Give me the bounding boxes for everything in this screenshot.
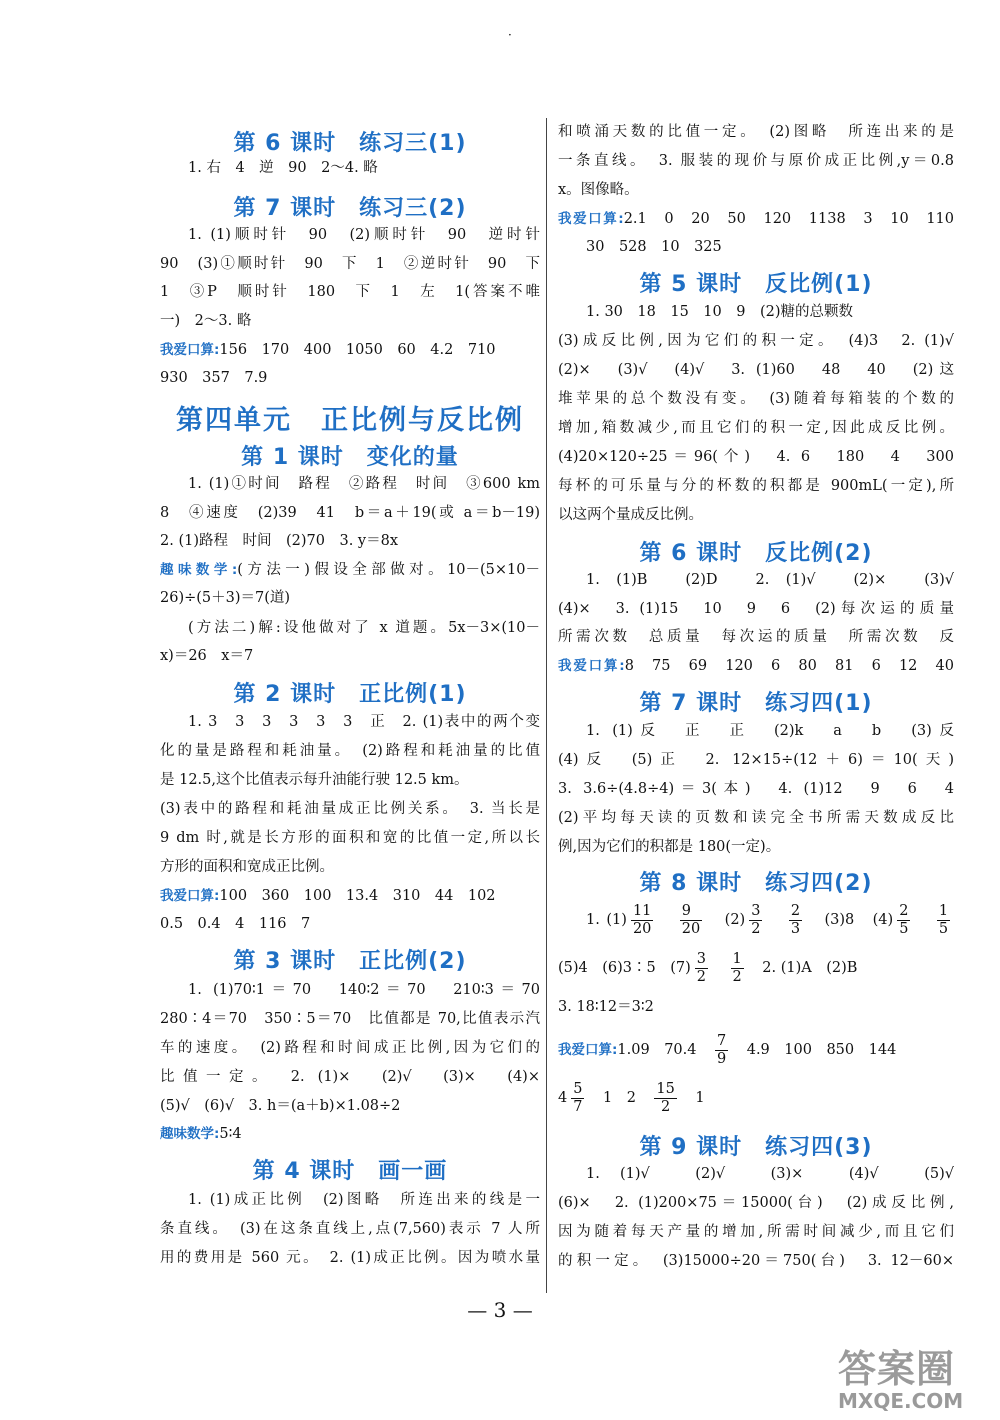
section-title: 第 8 课时 练习四(2) bbox=[639, 871, 873, 896]
answer-line: 1. (1)B (2)D 2. (1)√ (2)× (3)√ bbox=[586, 572, 954, 588]
denominator: 20 bbox=[632, 920, 652, 937]
section-title: 第 1 课时 变化的量 bbox=[241, 445, 459, 470]
oral-calc-label: 我爱口算: bbox=[558, 658, 625, 674]
answer-line: 一) 2～3. 略 bbox=[160, 313, 252, 329]
answer-line: 方形的面积和宽成正比例。 bbox=[160, 859, 334, 875]
oral-calc-values: 4.9 100 850 144 bbox=[746, 1042, 897, 1058]
oral-calc-line bbox=[160, 340, 540, 360]
oral-calc-values: 100 360 100 13.4 310 44 102 bbox=[219, 888, 496, 904]
denominator: 5 bbox=[899, 920, 909, 937]
denominator: 7 bbox=[573, 1098, 583, 1115]
answer-line: 以这两个量成反比例。 bbox=[558, 507, 703, 523]
answer-line: x。图像略。 bbox=[558, 182, 639, 198]
answer-line: 2. (1)路程 时间 (2)70 3. y＝8x bbox=[160, 533, 399, 549]
section-title: 第 6 课时 反比例(2) bbox=[639, 541, 873, 566]
fraction bbox=[571, 1081, 584, 1116]
answer-line: (5)√ (6)√ 3. h＝(a＋b)×1.08÷2 bbox=[160, 1098, 401, 1114]
section-title: 第 7 课时 练习三(2) bbox=[233, 196, 467, 221]
fraction-answer-line bbox=[558, 948, 954, 990]
answer-line: (3)成反比例,因为它们的积一定。 (4)3 2. (1)√ bbox=[558, 333, 954, 349]
oral-calc-line: 30 528 10 325 bbox=[586, 239, 722, 255]
answer-line: 1. (1)①时间 路程 ②路程 时间 ③600 km bbox=[188, 476, 540, 492]
answer-line: 8 ④速度 (2)39 41 b＝a＋19(或 a＝b－19) bbox=[160, 505, 540, 521]
fun-math-line: x)＝26 x＝7 bbox=[160, 648, 254, 664]
fraction bbox=[749, 903, 762, 938]
numerator: 9 bbox=[680, 903, 702, 921]
answer-line: 化的量是路程和耗油量。 (2)路程和耗油量的比值 bbox=[160, 743, 540, 759]
watermark bbox=[838, 1338, 988, 1416]
denominator: 3 bbox=[790, 920, 801, 937]
numerator: 11 bbox=[632, 902, 652, 919]
section-title: 第 5 课时 反比例(1) bbox=[639, 272, 873, 297]
answer-line: 堆苹果的总个数没有变。 (3)随着每箱装的个数的 bbox=[558, 391, 954, 407]
section-title: 第 4 课时 画一画 bbox=[252, 1159, 448, 1184]
answer-line: 9 dm 时,就是长方形的面积和宽的比值一定,所以长 bbox=[160, 830, 540, 846]
answer-line: 每杯的可乐量与分的杯数的积都是 900mL(一定),所 bbox=[558, 478, 954, 494]
denominator: 2 bbox=[661, 1098, 671, 1115]
answer-line: 1 ③P 顺时针 180 下 1 左 1(答案不唯 bbox=[160, 284, 540, 300]
denominator: 9 bbox=[716, 1050, 727, 1067]
oral-calc-line bbox=[558, 656, 954, 676]
unit-title: 第四单元 正比例与反比例 bbox=[176, 405, 524, 436]
oral-calc-line bbox=[558, 1078, 954, 1120]
fraction bbox=[631, 903, 653, 938]
oral-calc-values: 4 bbox=[558, 1090, 568, 1106]
answer-line: 车的速度。 (2)路程和时间成正比例,因为它们的 bbox=[160, 1040, 540, 1056]
fun-math-text: (方法一)假设全部做对。10－(5×10－ bbox=[237, 562, 540, 578]
answer-text: 1. (1) bbox=[586, 912, 627, 928]
answer-line: 例,因为它们的积都是 180(一定)。 bbox=[558, 839, 781, 855]
section-title: 第 2 课时 正比例(1) bbox=[233, 682, 467, 707]
answer-line: 1. (1)顺时针 90 (2)顺时针 90 逆时针 bbox=[188, 227, 540, 243]
denominator: 20 bbox=[681, 920, 701, 937]
denominator: 2 bbox=[751, 920, 761, 937]
numerator: 2 bbox=[899, 902, 909, 919]
answer-text: (3)8 (4) bbox=[824, 912, 894, 928]
numerator: 5 bbox=[573, 1080, 583, 1097]
oral-calc-values: 156 170 400 1050 60 4.2 710 bbox=[219, 342, 496, 358]
answer-text: (2) bbox=[724, 912, 746, 928]
section-title: 第 9 课时 练习四(3) bbox=[639, 1135, 873, 1160]
answer-text: (5)4 (6)3∶5 (7) bbox=[558, 960, 691, 976]
numerator: 7 bbox=[716, 1032, 727, 1049]
numerator: 1 bbox=[732, 950, 742, 967]
fun-math-line bbox=[160, 1124, 540, 1144]
fraction bbox=[680, 903, 702, 938]
answer-line: 条直线。 (3)在这条直线上,点(7,560)表示 7 人所 bbox=[160, 1221, 540, 1237]
section-title: 第 6 课时 练习三(1) bbox=[233, 131, 467, 156]
fraction bbox=[937, 903, 950, 938]
watermark-logo: 答案圈 bbox=[838, 1347, 956, 1391]
answer-line: 的积一定。 (3)15000÷20＝750(台) 3. 12－60× bbox=[558, 1253, 954, 1269]
watermark-url: MXQE.COM bbox=[838, 1389, 964, 1413]
oral-calc-line bbox=[558, 1030, 954, 1072]
fraction bbox=[789, 903, 802, 938]
answer-line: 1. 3 3 3 3 3 3 正 2. (1)表中的两个变 bbox=[188, 714, 540, 730]
answer-line: 1. (1)√ (2)√ (3)× (4)√ (5)√ bbox=[586, 1166, 954, 1182]
fun-math-label: 趣味数学: bbox=[160, 562, 238, 578]
answer-line: 增加,箱数减少,而且它们的积一定,因此成反比例。 bbox=[558, 420, 954, 436]
section-title: 第 3 课时 正比例(2) bbox=[233, 949, 467, 974]
fraction-answer-line bbox=[558, 900, 954, 942]
answer-line: (2)平均每天读的页数和读完全书所需天数成反比 bbox=[558, 810, 954, 826]
oral-calc-line bbox=[558, 209, 954, 229]
answer-line: 用的费用是 560 元。 2. (1)成正比例。因为喷水量 bbox=[160, 1250, 540, 1266]
answer-line: 所需次数 总质量 每次运的质量 所需次数 反 bbox=[558, 629, 954, 645]
answer-line: (4)反 (5)正 2. 12×15÷(12＋6)＝10(天) bbox=[558, 752, 954, 768]
section-title: 第 7 课时 练习四(1) bbox=[639, 691, 873, 716]
answer-line: (2)× (3)√ (4)√ 3. (1)60 48 40 (2)这 bbox=[558, 362, 954, 378]
oral-calc-line bbox=[160, 886, 540, 906]
answer-line: 因为随着每天产量的增加,所需时间减少,而且它们 bbox=[558, 1224, 954, 1240]
answer-line: 1. (1)反 正 正 (2)k a b (3)反 bbox=[586, 723, 954, 739]
fraction bbox=[695, 951, 708, 986]
answer-line: 1. (1)成正比例 (2)图略 所连出来的线是一 bbox=[188, 1192, 540, 1208]
oral-calc-label: 我爱口算: bbox=[558, 211, 624, 227]
denominator: 5 bbox=[938, 920, 949, 937]
oral-calc-values: 8 75 69 120 6 80 81 6 12 40 bbox=[624, 658, 954, 674]
fraction bbox=[715, 1033, 728, 1068]
fun-math-line: (方法二)解:设他做对了 x 道题。5x－3×(10－ bbox=[188, 620, 540, 636]
fun-math-line bbox=[160, 560, 540, 580]
oral-calc-line: 930 357 7.9 bbox=[160, 370, 268, 386]
fraction bbox=[654, 1081, 676, 1116]
answer-line: 1. 右 4 逆 90 2～4. 略 bbox=[188, 160, 378, 176]
oral-calc-values: 1.09 70.4 bbox=[617, 1042, 697, 1058]
answer-line: 3. 18∶12＝3∶2 bbox=[558, 999, 654, 1015]
oral-calc-label: 我爱口算: bbox=[160, 888, 220, 904]
answer-line: 3. 3.6÷(4.8÷4)＝3(本) 4. (1)12 9 6 4 bbox=[558, 781, 954, 797]
denominator: 2 bbox=[696, 968, 707, 985]
oral-calc-label: 我爱口算: bbox=[558, 1042, 618, 1058]
numerator: 3 bbox=[751, 902, 761, 919]
fun-math-label: 趣味数学: bbox=[160, 1126, 220, 1142]
answer-line: (3)表中的路程和耗油量成正比例关系。 3. 当长是 bbox=[160, 801, 540, 817]
answer-line: 一条直线。 3. 服装的现价与原价成正比例,y＝0.8 bbox=[558, 153, 954, 169]
numerator: 3 bbox=[696, 950, 707, 967]
numerator: 15 bbox=[656, 1080, 675, 1097]
oral-calc-values: 2.1 0 20 50 120 1138 3 10 110 bbox=[623, 211, 954, 227]
oral-calc-label: 我爱口算: bbox=[160, 342, 220, 358]
answer-line: 和喷涌天数的比值一定。 (2)图略 所连出来的是 bbox=[558, 124, 954, 140]
oral-calc-values: 1 bbox=[695, 1090, 705, 1106]
answer-line: (4)20×120÷25＝96(个) 4. 6 180 4 300 bbox=[558, 449, 954, 465]
answer-line: 比值一定。 2. (1)× (2)√ (3)× (4)× bbox=[160, 1069, 540, 1085]
column-divider bbox=[546, 118, 547, 1293]
fun-math-text: 5∶4 bbox=[219, 1126, 242, 1142]
oral-calc-values: 1 2 bbox=[602, 1090, 636, 1106]
answer-line: 1. (1)70∶1＝70 140∶2＝70 210∶3＝70 bbox=[188, 982, 540, 998]
page-number: — 3 — bbox=[467, 1298, 533, 1322]
answer-line: 90 (3)①顺时针 90 下 1 ②逆时针 90 下 bbox=[160, 256, 540, 272]
fraction bbox=[897, 903, 910, 938]
top-mark: · bbox=[508, 28, 512, 42]
answer-line: 是 12.5,这个比值表示每升油能行驶 12.5 km。 bbox=[160, 772, 469, 788]
fun-math-line: 26)÷(5＋3)＝7(道) bbox=[160, 590, 291, 606]
answer-line: 280∶4＝70 350∶5＝70 比值都是 70,比值表示汽 bbox=[160, 1011, 540, 1027]
answer-line: (4)× 3. (1)15 10 9 6 (2)每次运的质量 bbox=[558, 601, 954, 617]
numerator: 2 bbox=[790, 902, 801, 919]
numerator: 1 bbox=[938, 902, 949, 919]
answer-line: 1. 30 18 15 10 9 (2)糖的总颗数 bbox=[586, 304, 854, 320]
denominator: 2 bbox=[732, 968, 742, 985]
oral-calc-line: 0.5 0.4 4 116 7 bbox=[160, 916, 311, 932]
fraction bbox=[731, 951, 744, 986]
answer-line: (6)× 2. (1)200×75＝15000(台) (2)成反比例, bbox=[558, 1195, 954, 1211]
answer-text: 2. (1)A (2)B bbox=[762, 960, 858, 976]
